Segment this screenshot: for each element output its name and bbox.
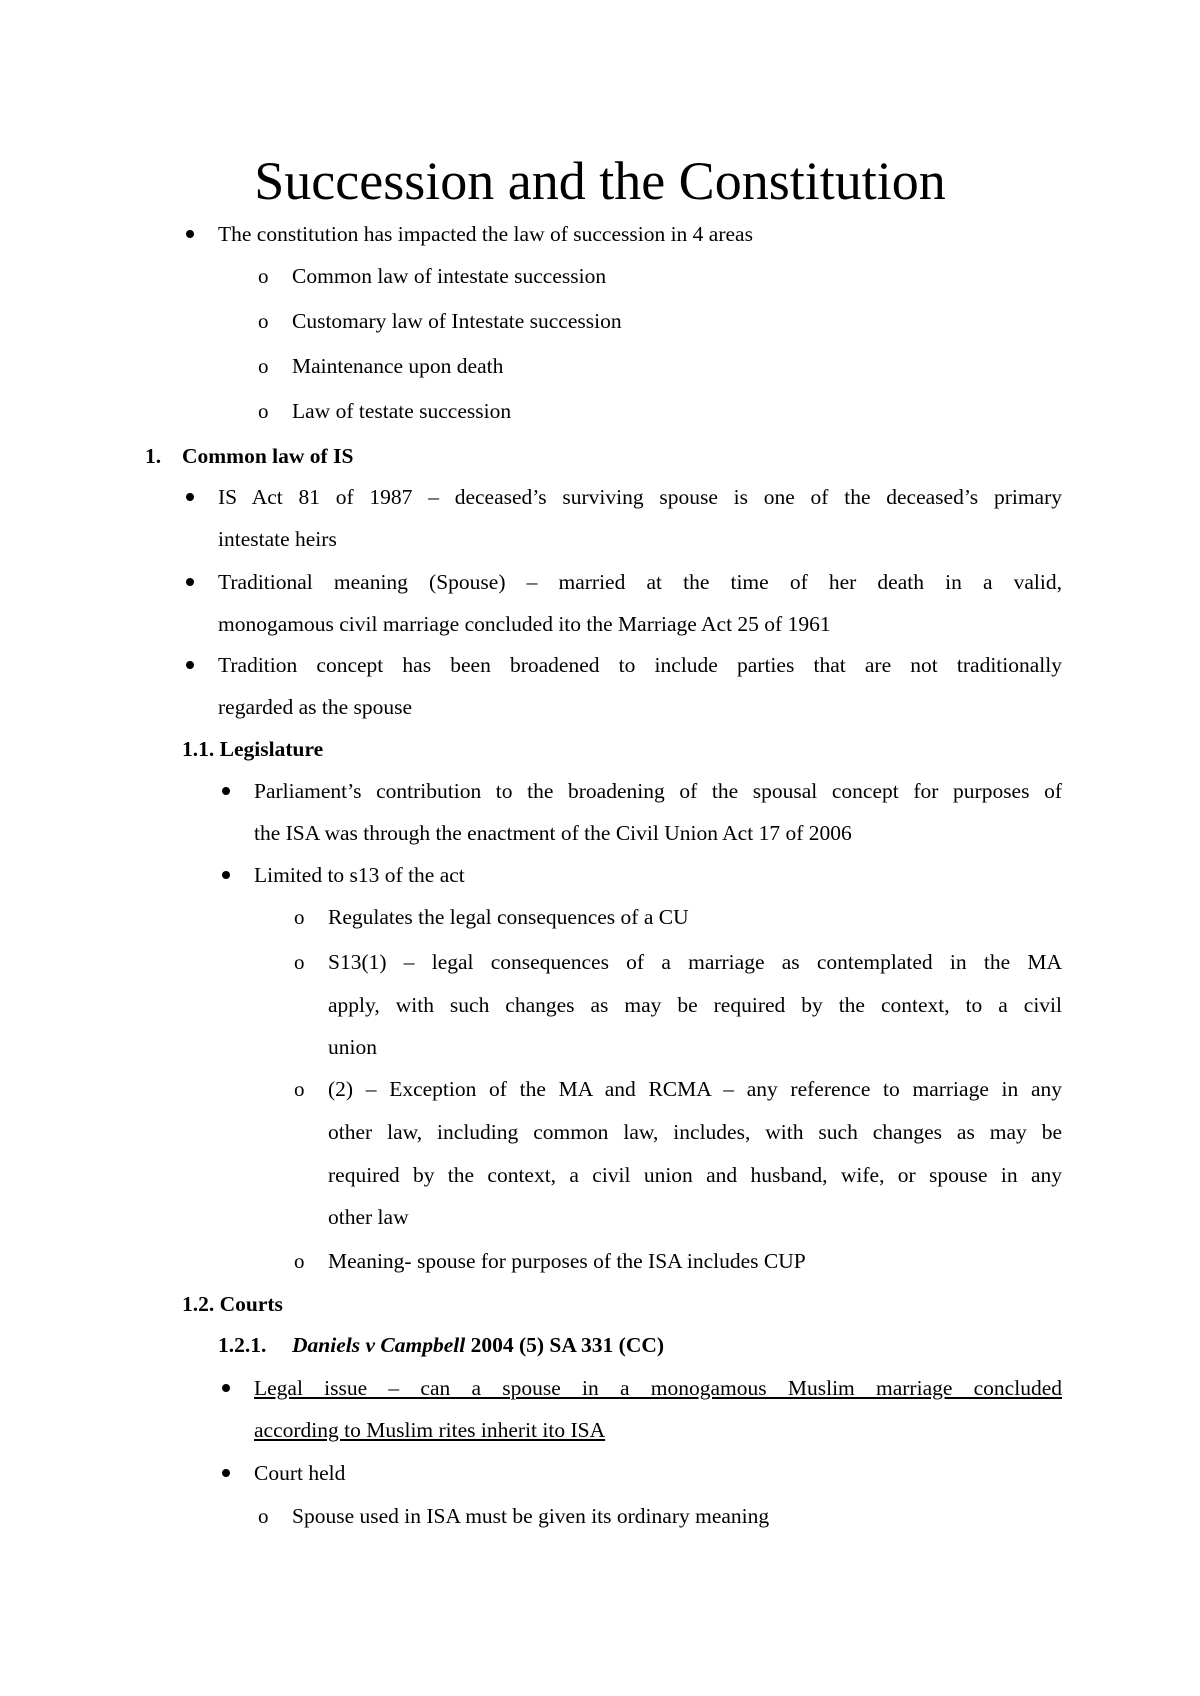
sub-item-text: Spouse used in ISA must be given its ordinary meaning [292, 1504, 770, 1528]
sub-item-text: other law, including common law, includes, with such changes as may be [328, 1120, 1062, 1144]
bullet-icon [186, 493, 194, 501]
intro-area-item: Customary law of Intestate succession [292, 309, 622, 333]
bullet-icon [186, 578, 194, 586]
page-title: Succession and the Constitution [254, 151, 946, 211]
circle-marker-icon: o [258, 1504, 269, 1528]
bullet-icon [222, 1384, 230, 1392]
bullet-icon [222, 1469, 230, 1477]
circle-marker-icon: o [258, 354, 269, 378]
circle-marker-icon: o [294, 905, 305, 929]
circle-marker-icon: o [294, 1077, 305, 1101]
bullet-icon [222, 871, 230, 879]
bullet-text-line: the ISA was through the enactment of the Civil Union Act 17 of 2006 [254, 821, 852, 845]
bullet-text-line: Court held [254, 1461, 346, 1485]
circle-marker-icon: o [258, 399, 269, 423]
bullet-text-line: intestate heirs [218, 527, 337, 551]
case-citation: 2004 (5) SA 331 (CC) [465, 1333, 665, 1357]
case-number: 1.2.1. [218, 1333, 267, 1357]
case-heading [292, 1331, 664, 1359]
circle-marker-icon: o [294, 1249, 305, 1273]
case-name: Daniels v Campbell [292, 1333, 466, 1357]
bullet-text-line: Limited to s13 of the act [254, 863, 465, 887]
sub-item-text: S13(1) – legal consequences of a marriage as contemplated in the MA [328, 950, 1062, 974]
circle-marker-icon: o [258, 309, 269, 333]
circle-marker-icon: o [258, 264, 269, 288]
section-number: 1. [145, 444, 162, 468]
intro-bullet-text: The constitution has impacted the law of succession in 4 areas [218, 222, 753, 246]
subsection-heading: 1.2. Courts [182, 1292, 283, 1316]
sub-item-text: Meaning- spouse for purposes of the ISA includes CUP [328, 1249, 806, 1273]
legal-issue-line: Legal issue – can a spouse in a monogamous Muslim marriage concluded [254, 1376, 1062, 1400]
intro-area-item: Common law of intestate succession [292, 264, 607, 288]
bullet-text-line: regarded as the spouse [218, 695, 413, 719]
bullet-icon [222, 787, 230, 795]
sub-item-text: required by the context, a civil union and husband, wife, or spouse in any [328, 1163, 1062, 1187]
bullet-text-line: monogamous civil marriage concluded ito the Marriage Act 25 of 1961 [218, 612, 831, 636]
subsection-heading: 1.1. Legislature [182, 737, 324, 761]
sub-item-text: (2) – Exception of the MA and RCMA – any reference to marriage in any [328, 1077, 1062, 1101]
bullet-text-line: Tradition concept has been broadened to include parties that are not traditionally [218, 653, 1062, 677]
intro-area-item: Law of testate succession [292, 399, 512, 423]
sub-item-text: union [328, 1035, 377, 1059]
circle-marker-icon: o [294, 950, 305, 974]
intro-area-item: Maintenance upon death [292, 354, 504, 378]
section-heading: Common law of IS [182, 444, 354, 468]
legal-issue-line: according to Muslim rites inherit ito ISA [254, 1418, 606, 1442]
bullet-text-line: Parliament’s contribution to the broadening of the spousal concept for purposes of [254, 779, 1062, 803]
bullet-text-line: IS Act 81 of 1987 – deceased’s surviving spouse is one of the deceased’s primary [218, 485, 1062, 509]
bullet-icon [186, 230, 194, 238]
sub-item-text: apply, with such changes as may be required by the context, to a civil [328, 993, 1062, 1017]
sub-item-text: Regulates the legal consequences of a CU [328, 905, 689, 929]
bullet-icon [186, 661, 194, 669]
bullet-text-line: Traditional meaning (Spouse) – married at the time of her death in a valid, [218, 570, 1062, 594]
sub-item-text: other law [328, 1205, 409, 1229]
